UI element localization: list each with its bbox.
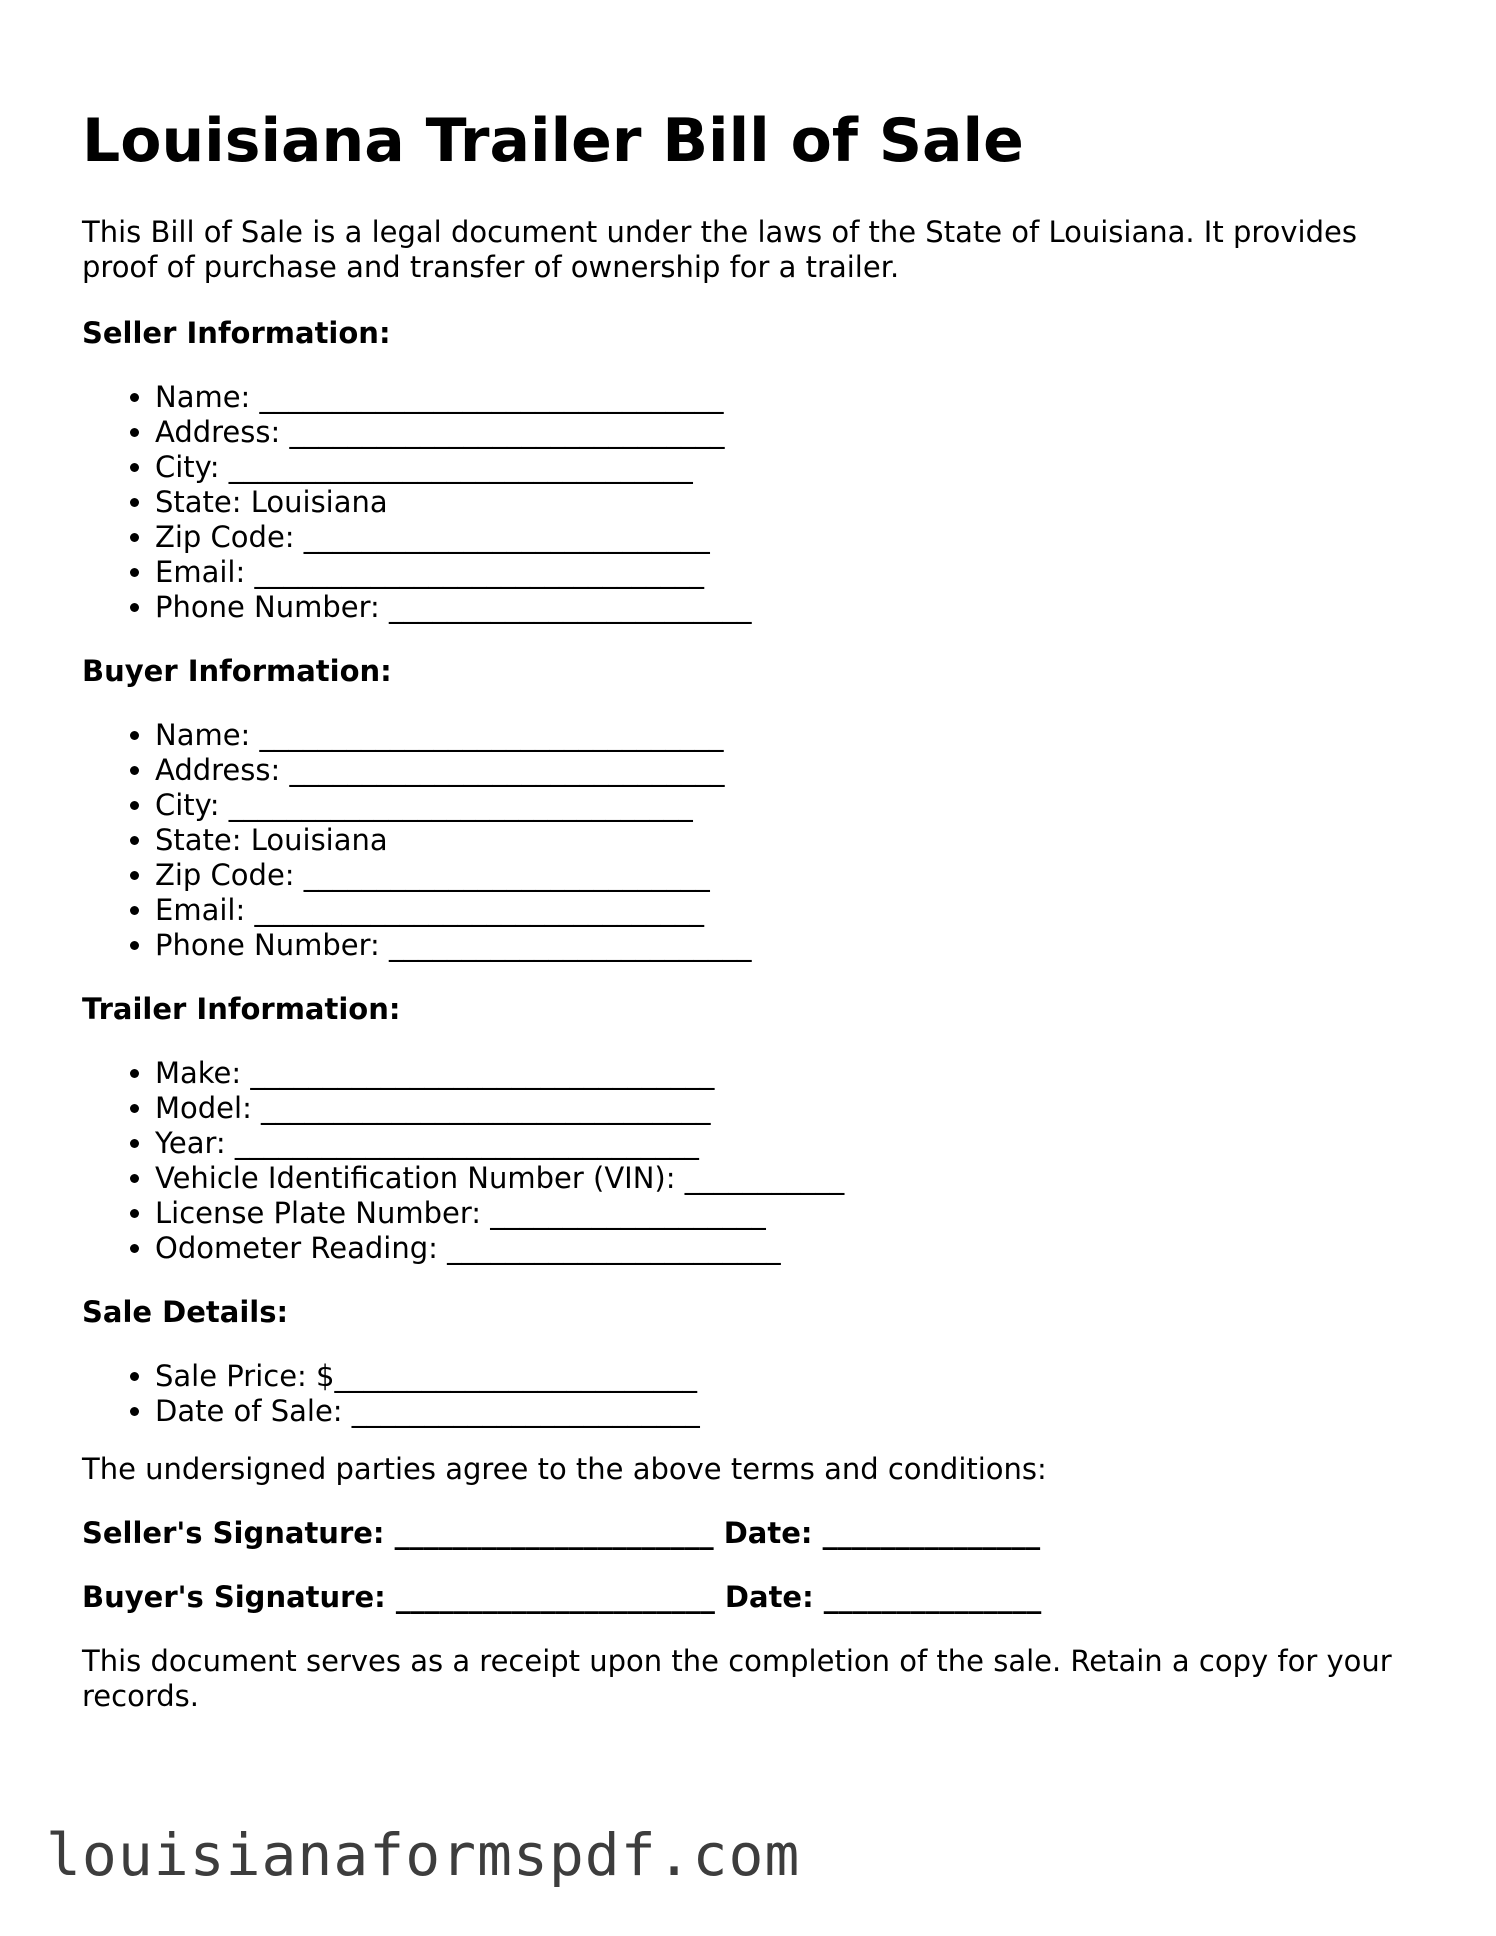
seller-fields-list <box>82 380 752 625</box>
sale-price-field: • Sale Price: $_________________________ <box>155 1359 700 1394</box>
buyer-heading: Buyer Information: <box>82 654 392 688</box>
buyer-email-field: • Email: _______________________________ <box>155 893 752 928</box>
buyer-address-field: • Address: ______________________________ <box>155 753 752 788</box>
trailer-model-field: • Model: _______________________________ <box>155 1091 844 1126</box>
seller-email-field: • Email: _______________________________ <box>155 555 752 590</box>
document-title: Louisiana Trailer Bill of Sale <box>82 106 1024 176</box>
seller-heading: Seller Information: <box>82 316 391 350</box>
seller-address-field: • Address: ______________________________ <box>155 415 752 450</box>
sale-heading: Sale Details: <box>82 1295 289 1329</box>
sale-date-field: • Date of Sale: ________________________ <box>155 1394 700 1429</box>
seller-phone-field: • Phone Number: _________________________ <box>155 590 752 625</box>
trailer-fields-list <box>82 1056 844 1266</box>
seller-signature-line: Seller's Signature: ______________________ Date: _______________ <box>82 1516 1041 1550</box>
sale-fields-list <box>82 1359 700 1429</box>
seller-city-field: • City: ________________________________ <box>155 450 752 485</box>
buyer-zip-field: • Zip Code: ____________________________ <box>155 858 752 893</box>
agreement-statement: The undersigned parties agree to the above terms and conditions: <box>82 1452 1047 1486</box>
intro-paragraph: This Bill of Sale is a legal document under the laws of the State of Louisiana. It provides proof of purchase and transfer of ownership for a trailer. <box>82 215 1357 284</box>
buyer-state-field: • State: Louisiana <box>155 823 752 858</box>
buyer-phone-field: • Phone Number: _________________________ <box>155 928 752 963</box>
trailer-make-field: • Make: ________________________________ <box>155 1056 844 1091</box>
trailer-heading: Trailer Information: <box>82 992 401 1026</box>
buyer-city-field: • City: ________________________________ <box>155 788 752 823</box>
seller-zip-field: • Zip Code: ____________________________ <box>155 520 752 555</box>
trailer-vin-field: • Vehicle Identification Number (VIN): ___________ <box>155 1161 844 1196</box>
trailer-year-field: • Year: ________________________________ <box>155 1126 844 1161</box>
seller-name-field: • Name: ________________________________ <box>155 380 752 415</box>
trailer-odometer-field: • Odometer Reading: _______________________ <box>155 1231 844 1266</box>
trailer-plate-field: • License Plate Number: ___________________ <box>155 1196 844 1231</box>
buyer-fields-list <box>82 718 752 963</box>
buyer-signature-line: Buyer's Signature: ______________________ Date: _______________ <box>82 1580 1042 1614</box>
closing-paragraph: This document serves as a receipt upon the completion of the sale. Retain a copy for your records. <box>82 1644 1392 1713</box>
site-watermark: louisianaformspdf.com <box>46 1821 801 1889</box>
buyer-name-field: • Name: ________________________________ <box>155 718 752 753</box>
seller-state-field: • State: Louisiana <box>155 485 752 520</box>
